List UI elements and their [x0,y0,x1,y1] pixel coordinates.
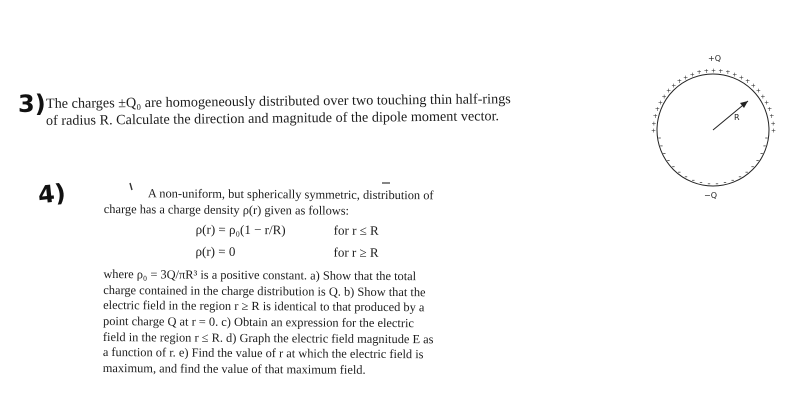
radius-label: R [734,113,740,122]
plus-sign-mark: + [745,78,751,86]
plus-sign-mark: + [718,67,724,75]
body-line: a function of r. e) Find the value of r at which the electric field is [102,345,424,362]
body-line: where ρ₀ = 3Q/πR³ is a positive constant. a) Show that the total [103,267,417,284]
plus-sign-mark: + [738,74,744,82]
plus-sign-mark: + [770,120,776,128]
plus-sign-mark: + [651,127,657,135]
equation-row-1 [104,217,494,242]
plus-sign-mark: + [764,99,770,107]
plus-sign-mark: + [676,78,682,86]
question-4-block [103,186,494,379]
question-4-body [103,267,494,379]
plus-sign-mark: + [651,120,657,128]
question-3-line-1: The charges ±Q₀ are homogeneously distributed over two touching thin half-rings [45,91,511,112]
minus-q-label: −Q [704,191,717,200]
minus-charge-marks [658,138,767,184]
equation-row-2 [103,239,493,264]
stray-overbar-mark [381,180,391,186]
intro-line-1: A non-uniform, but spherically symmetric, distribution of [147,186,434,203]
question-4-number: 4) [36,178,68,210]
density-equation-inside: ρ(r) = ρ₀(1 − r/R) [195,221,286,238]
plus-sign-mark: + [769,113,775,121]
question-3-number: 3) [18,90,46,118]
plus-sign-mark: + [732,71,738,79]
plus-sign-mark: + [652,113,658,121]
plus-sign-mark: + [689,71,695,79]
plus-sign-mark: + [711,67,717,75]
plus-sign-mark: + [661,93,667,101]
plus-sign-mark: + [703,67,709,75]
question-4-intro [104,186,494,220]
plus-sign-mark: + [654,106,660,114]
half-rings-figure [642,50,790,200]
intro-line-2: charge has a charge density ρ(r) given as follows: [103,201,350,218]
plus-sign-mark: + [683,74,689,82]
body-line: electric field in the region r ≥ R is identical to that produced by a [103,298,425,315]
body-line: maximum, and find the value of that maximum field. [102,360,366,377]
plus-sign-mark: + [657,99,663,107]
plus-sign-mark: + [755,87,761,95]
question-3-line-2: of radius R. Calculate the direction and magnitude of the dipole moment vector. [45,108,500,129]
plus-charge-marks [651,68,776,135]
plus-sign-mark: + [666,87,672,95]
plus-sign-mark: + [725,69,731,77]
plus-sign-mark: + [671,82,677,90]
plus-sign-mark: + [767,106,773,114]
condition-outside: for r ≥ R [333,244,379,261]
plus-sign-mark: + [771,127,777,135]
body-line: point charge Q at r = 0. c) Obtain an expression for the electric [103,313,415,331]
plus-q-label: +Q [708,54,721,63]
condition-inside: for r ≤ R [333,222,379,239]
plus-sign-mark: + [760,93,766,101]
body-line: charge contained in the charge distribution is Q. b) Show that the [103,282,426,300]
density-equation-outside: ρ(r) = 0 [195,243,236,260]
plus-sign-mark: + [750,82,756,90]
body-line: field in the region r ≤ R. d) Graph the electric field magnitude E as [102,329,434,346]
plus-sign-mark: + [696,69,702,77]
